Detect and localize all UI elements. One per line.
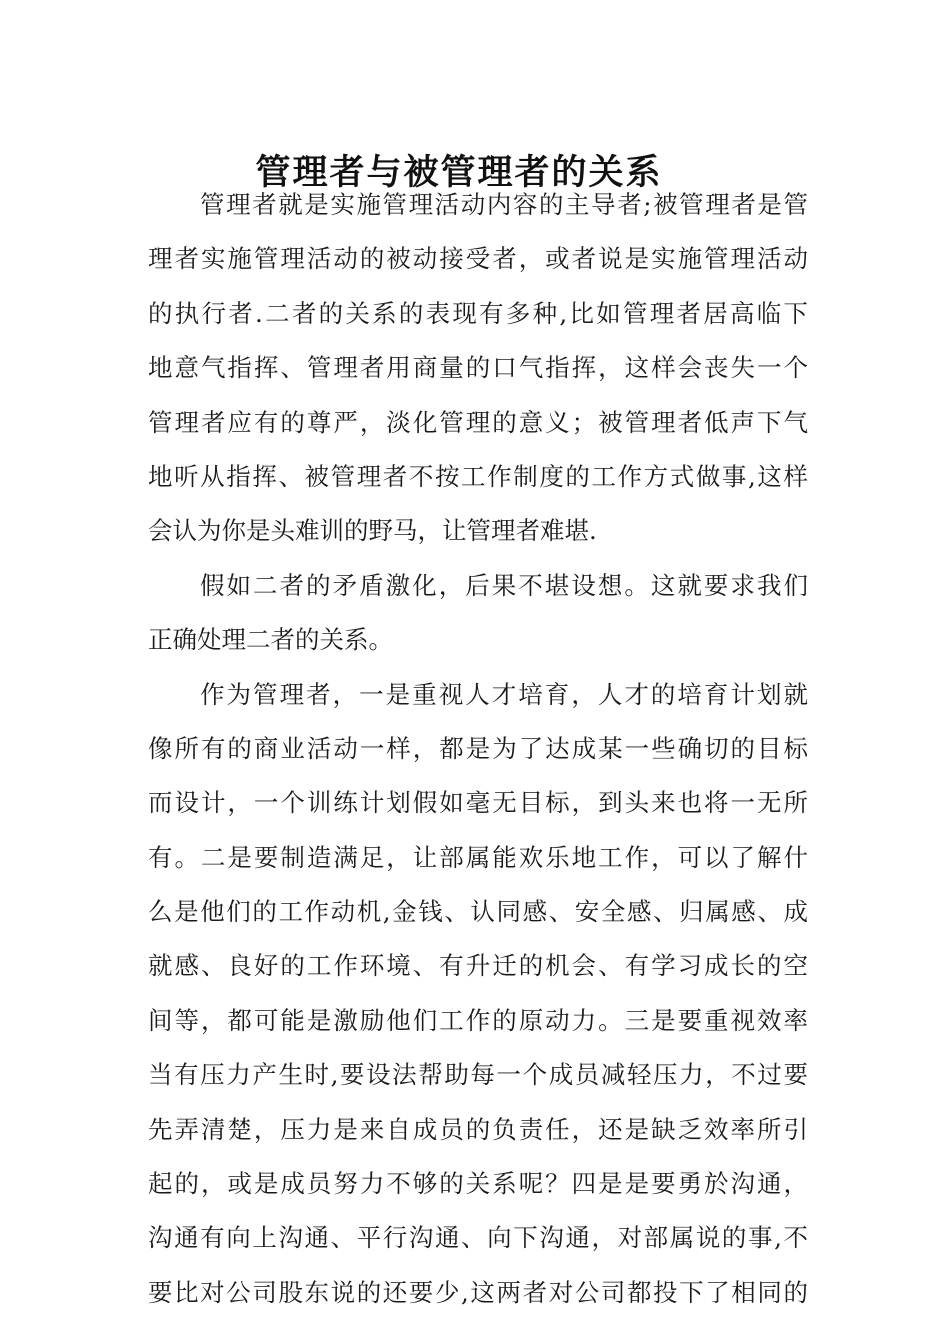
text-line: 而设计，一个训练计划假如毫无目标，到头来也将一无所 [148, 788, 808, 818]
text-line: 假如二者的矛盾激化，后果不堪设想。这就要求我们 [200, 570, 808, 600]
text-line: 会认为你是头难训的野马，让管理者难堪. [148, 516, 597, 546]
text-line: 先弄清楚，压力是来自成员的负责任，还是缺乏效率所引 [148, 1114, 808, 1144]
text-line: 理者实施管理活动的被动接受者，或者说是实施管理活动 [148, 244, 808, 274]
text-line: 就感、良好的工作环境、有升迁的机会、有学习成长的空 [148, 951, 808, 981]
text-line: 管理者就是实施管理活动内容的主导者;被管理者是管 [200, 190, 808, 219]
text-line: 像所有的商业活动一样，都是为了达成某一些确切的目标 [148, 733, 808, 763]
text-line: 么是他们的工作动机,金钱、认同感、安全感、归属感、成 [148, 897, 808, 927]
paragraph-3 [148, 668, 808, 1321]
text-line: 要比对公司股东说的还要少,这两者对公司都投下了相同的 [148, 1277, 808, 1307]
text-line: 有。二是要制造满足，让部属能欢乐地工作，可以了解什 [148, 842, 808, 872]
paragraph-1 [148, 178, 808, 559]
text-line: 地听从指挥、被管理者不按工作制度的工作方式做事,这样 [148, 461, 808, 491]
text-line: 起的，或是成员努力不够的关系呢？四是是要勇於沟通， [148, 1169, 808, 1199]
text-line: 地意气指挥、管理者用商量的口气指挥，这样会丧失一个 [148, 353, 808, 383]
text-line: 当有压力产生时,要设法帮助每一个成员减轻压力，不过要 [148, 1060, 808, 1090]
text-line: 正确处理二者的关系。 [148, 625, 393, 655]
text-line: 作为管理者，一是重视人才培育，人才的培育计划就 [200, 679, 808, 709]
paragraph-2 [148, 559, 808, 668]
document-title: 管理者与被管理者的关系 [255, 152, 663, 194]
text-line: 管理者应有的尊严，淡化管理的意义；被管理者低声下气 [148, 407, 808, 437]
text-line: 的执行者.二者的关系的表现有多种,比如管理者居高临下 [148, 298, 808, 328]
document-body [148, 178, 808, 1320]
text-line: 沟通有向上沟通、平行沟通、向下沟通，对部属说的事,不 [148, 1223, 808, 1253]
text-line: 间等，都可能是激励他们工作的原动力。三是要重视效率 [148, 1005, 808, 1035]
